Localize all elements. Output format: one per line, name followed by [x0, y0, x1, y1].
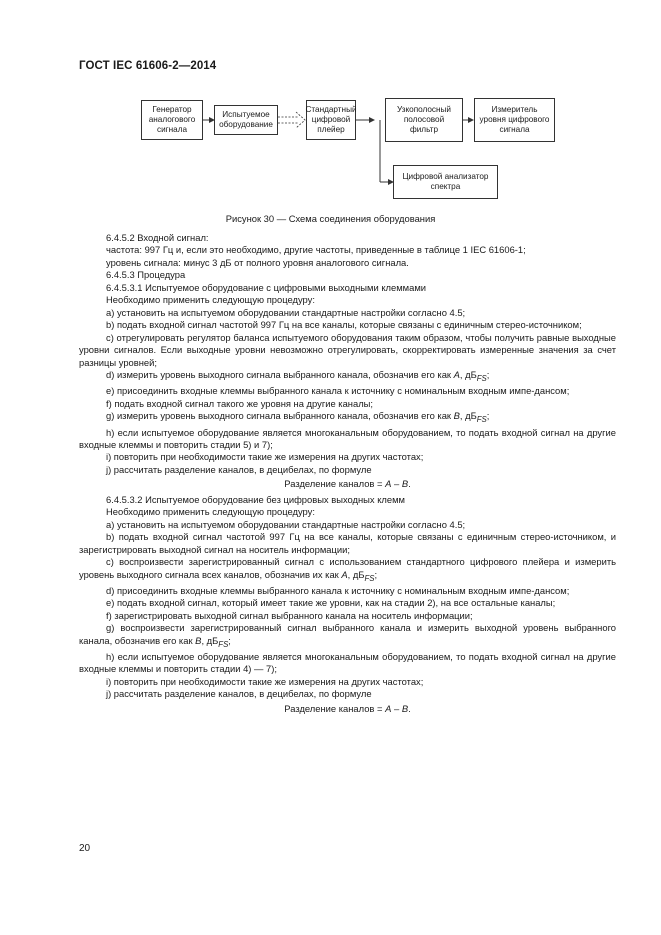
section-title: 6.4.5.3.2 Испытуемое оборудование без цифровых выходных клемм: [106, 493, 405, 505]
text-run: Разделение каналов =: [284, 702, 386, 714]
text-run: , дБ: [459, 410, 477, 422]
formula: [79, 478, 616, 490]
section-title: 6.4.5.3.1 Испытуемое оборудование с цифровыми выходными клеммами: [106, 281, 426, 293]
box-analog-generator: Генератор аналогового сигнала: [141, 100, 203, 140]
list-item: j) рассчитать разделение каналов, в децибелах, по формуле: [106, 688, 372, 700]
variable-b: B: [401, 478, 409, 490]
list-item: b) подать входной сигнал частотой 997 Гц на все каналы, которые связаны с единичным стерео-источником, и зарегистрировать выходной сигнал на носитель информации;: [79, 531, 616, 555]
list-item: a) установить на испытуемом оборудовании стандартные настройки согласно 4.5;: [106, 518, 466, 530]
unit-subscript: FS: [476, 373, 487, 383]
variable-a: A: [341, 568, 348, 580]
variable-b: B: [453, 410, 460, 422]
variable-a: A: [385, 702, 392, 714]
list-item: [79, 622, 616, 651]
text-run: ;: [486, 368, 490, 380]
figure-caption: Рисунок 30 — Схема соединения оборудования: [225, 213, 436, 224]
list-item: [79, 369, 616, 385]
unit-subscript: FS: [364, 573, 375, 583]
variable-b: B: [195, 634, 202, 646]
list-item: e) присоединить входные клеммы выбранного канала к источнику с номинальным входным импе-дансом;: [106, 385, 570, 397]
text-run: , дБ: [201, 634, 219, 646]
box-reference-player: Стандартный цифровой плейер: [306, 100, 356, 140]
text-run: –: [391, 702, 402, 714]
document-header: ГОСТ IEC 61606-2—2014: [79, 60, 217, 72]
text-run: Разделение каналов =: [284, 478, 386, 490]
text-run: ;: [374, 568, 378, 580]
text-run: –: [391, 478, 402, 490]
variable-a: A: [385, 478, 392, 490]
paragraph: Необходимо применить следующую процедуру:: [106, 506, 315, 518]
list-item: d) присоединить входные клеммы выбранного канала к источнику с номинальным входным импе-дансом;: [106, 584, 570, 596]
list-item: i) повторить при необходимости такие же измерения на других частотах;: [106, 451, 424, 463]
text-run: c) воспроизвести зарегистрированный сигнал с использованием стандартного цифрового плейера и измерить уровень выходного сигнала всех каналов, обозначив их как: [79, 556, 616, 580]
text-run: d) измерить уровень выходного сигнала выбранного канала, обозначив его как: [106, 368, 454, 380]
unit-subscript: FS: [218, 639, 229, 649]
paragraph: уровень сигнала: минус 3 дБ от полного уровня аналогового сигнала.: [106, 256, 409, 268]
section-title: 6.4.5.3 Процедура: [106, 269, 186, 281]
list-item: e) подать входной сигнал, который имеет такие же уровни, как на стадии 2), на все остальные каналы;: [106, 597, 556, 609]
list-item: f) зарегистрировать выходной сигнал выбранного канала на носитель информации;: [106, 609, 473, 621]
text-run: ;: [228, 634, 231, 646]
unit-subscript: FS: [476, 415, 487, 425]
text-run: g) воспроизвести зарегистрированный сигнал выбранного канала и измерить выходной уровень выбранного канала, обозначив его как: [79, 622, 616, 646]
text-run: g) измерить уровень выходного сигнала выбранного канала, обозначив его как: [106, 410, 454, 422]
document-body: [79, 232, 616, 718]
list-item: h) если испытуемое оборудование является многоканальным оборудованием, то подать входной сигнал на другие входные клеммы и повторить стадии 5) и 7);: [79, 426, 616, 450]
text-run: .: [408, 478, 411, 490]
variable-b: B: [401, 702, 409, 714]
list-item: j) рассчитать разделение каналов, в децибелах, по формуле: [106, 463, 372, 475]
box-digital-level-meter: Измеритель уровня цифрового сигнала: [474, 98, 555, 142]
list-item: f) подать входной сигнал такого же уровня на другие каналы;: [106, 397, 374, 409]
box-bandpass-filter: Узкополосный полосовой фильтр: [385, 98, 463, 142]
list-item: i) повторить при необходимости такие же измерения на других частотах;: [106, 675, 424, 687]
text-run: , дБ: [459, 368, 477, 380]
text-run: ;: [486, 410, 490, 422]
box-device-under-test: Испытуемое оборудование: [214, 105, 278, 135]
connection-diagram: [0, 0, 661, 230]
text-run: , дБ: [347, 568, 365, 580]
paragraph: частота: 997 Гц и, если это необходимо, другие частоты, приведенные в таблице 1 IEC 61606-1;: [106, 244, 526, 256]
list-item: h) если испытуемое оборудование является многоканальным оборудованием, то подать входной сигнал на другие входные клеммы и повторить стадии 4) — 7);: [79, 651, 616, 675]
list-item: [79, 410, 616, 426]
paragraph: Необходимо применить следующую процедуру:: [106, 294, 315, 306]
page-number: 20: [79, 843, 91, 854]
list-item: b) подать входной сигнал частотой 997 Гц на все каналы, которые связаны с единичным стерео-источником;: [106, 319, 582, 331]
variable-a: A: [453, 368, 460, 380]
formula: [79, 703, 616, 715]
section-title: 6.4.5.2 Входной сигнал:: [106, 232, 209, 243]
list-item: [79, 556, 616, 585]
arrow-dut-to-player: [278, 112, 305, 128]
list-item: c) отрегулировать регулятор баланса испытуемого оборудования таким образом, чтобы получить равные выходные уровни сигналов. Если выходные уровни невозможно отрегулировать, скорректировать измеренные значения за счет разницы уровней;: [79, 331, 616, 368]
box-spectrum-analyzer: Цифровой анализатор спектра: [393, 165, 498, 199]
list-item: a) установить на испытуемом оборудовании стандартные настройки согласно 4.5;: [106, 306, 466, 318]
text-run: .: [408, 702, 411, 714]
